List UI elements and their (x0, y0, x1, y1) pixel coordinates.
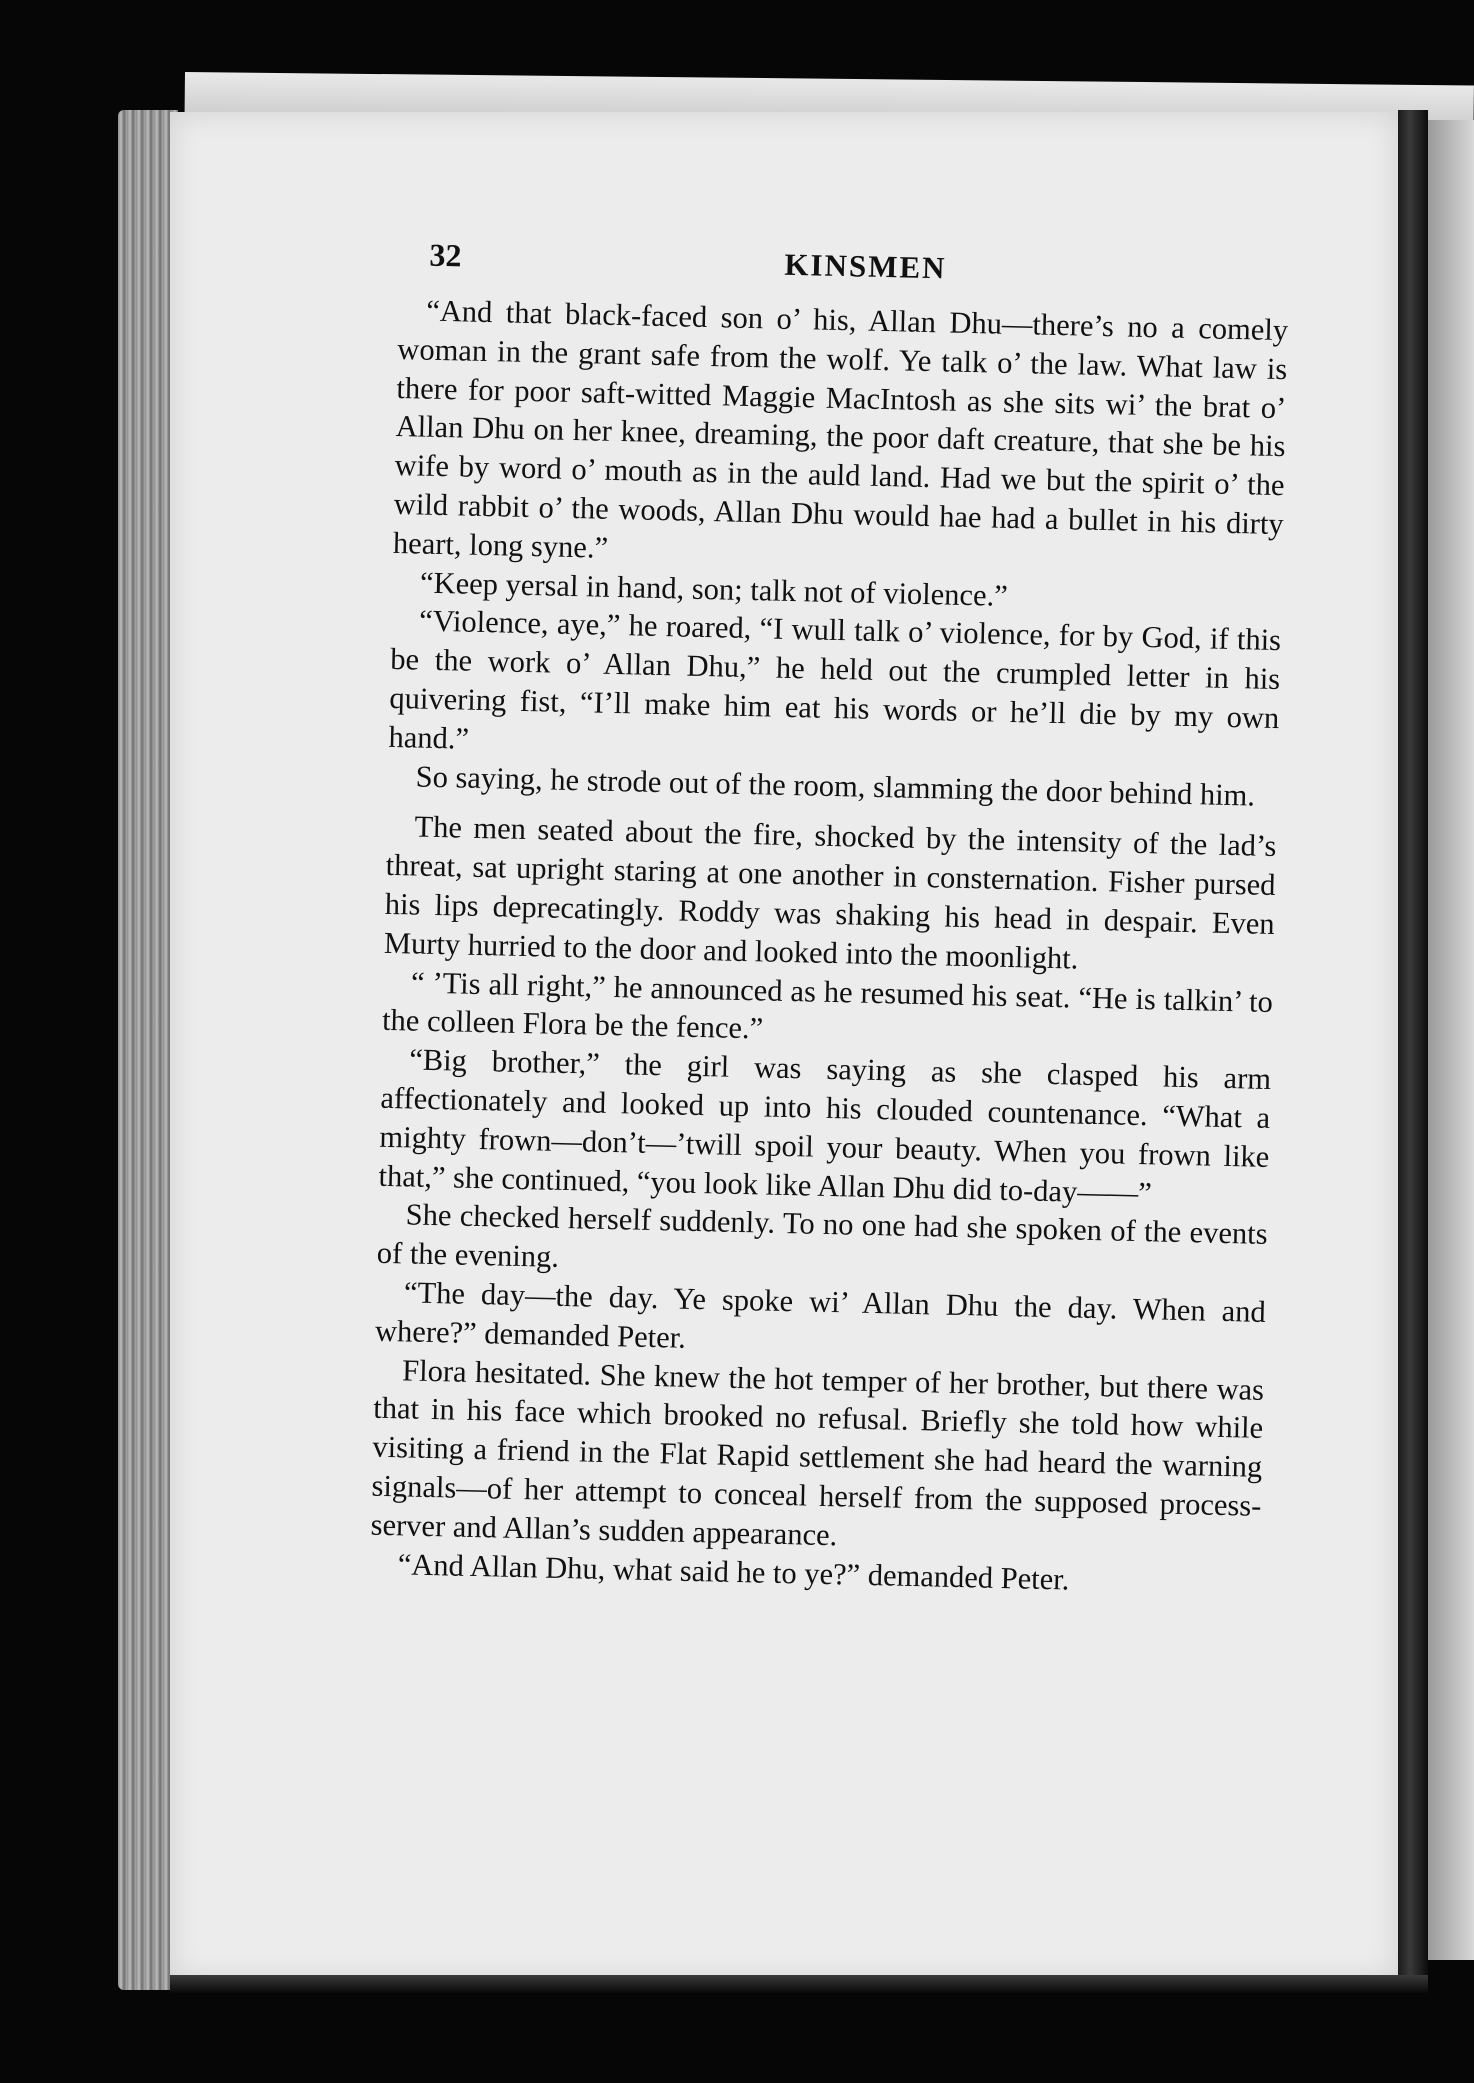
book-gutter-shadow (1398, 110, 1428, 1980)
facing-page-sliver (1428, 120, 1474, 1960)
page-bottom-shadow (170, 1975, 1428, 1993)
paragraph: She checked herself suddenly. To no one had she spoken of the events of the evening. (376, 1197, 1268, 1274)
page-number: 32 (429, 236, 462, 274)
paragraph: “Big brother,” the girl was saying as she clasped his arm affectionately and looked up into his clouded countenance. “What a mighty frown—don’t—’twill spoil your beauty. When you frown like that,” she continued, “you look like Allan Dhu did to-day——” (378, 1042, 1272, 1210)
page-stack-edges (118, 110, 178, 1990)
running-title: KINSMEN (784, 246, 947, 286)
paragraph: So saying, he strode out of the room, slamming the door behind him. (415, 759, 1256, 813)
paragraph: “ ’Tis all right,” he announced as he resumed his seat. “He is talkin’ to the colleen Flora be the fence.” (381, 964, 1274, 1046)
paragraph: “Violence, aye,” he roared, “I wull talk o’ violence, for by God, if this be the work o’ Allan Dhu,” he held out the crumpled letter in his quivering fist, “I’ll make him eat his words or he’ll die by my own hand.” (388, 603, 1282, 756)
paragraph: “The day—the day. Ye spoke wi’ Allan Dhu the day. When and where?” demanded Peter. (374, 1275, 1267, 1355)
paragraph: “Keep yersal in hand, son; talk not of violence.” (419, 565, 1009, 613)
page-text-block (369, 235, 1289, 1603)
paragraph: “And Allan Dhu, what said he to ye?” demanded Peter. (397, 1546, 1070, 1597)
paragraph: “And that black-faced son o’ his, Allan Dhu—there’s no a comely woman in the grant safe from the wolf. Ye talk o’ the law. What law is there for poor saft-witted Maggie MacIntosh as she sits wi’ the brat o’ Allan Dhu on her knee, dreaming, the poor daft creature, that she be his wife by word o’ mouth as in the auld land. Had we but the spirit o’ the wild rabbit o’ the woods, Allan Dhu would hae had a bullet in his dirty heart, long syne.” (392, 293, 1289, 565)
paragraph: The men seated about the fire, shocked by the intensity of the lad’s threat, sat upright staring at one another in consternation. Fisher pursed his lips deprecatingly. Roddy was shaking his head in despair. Even Murty hurried to the door and looked into the moonlight. (383, 809, 1277, 976)
paragraph: Flora hesitated. She knew the hot temper of her brother, but there was that in his face which brooked no refusal. Briefly she told how while visiting a friend in the Flat Rapid settlement she had heard the warning signals—of her attempt to conceal herself from the supposed process-server and Allan’s sudden appearance. (370, 1352, 1265, 1552)
